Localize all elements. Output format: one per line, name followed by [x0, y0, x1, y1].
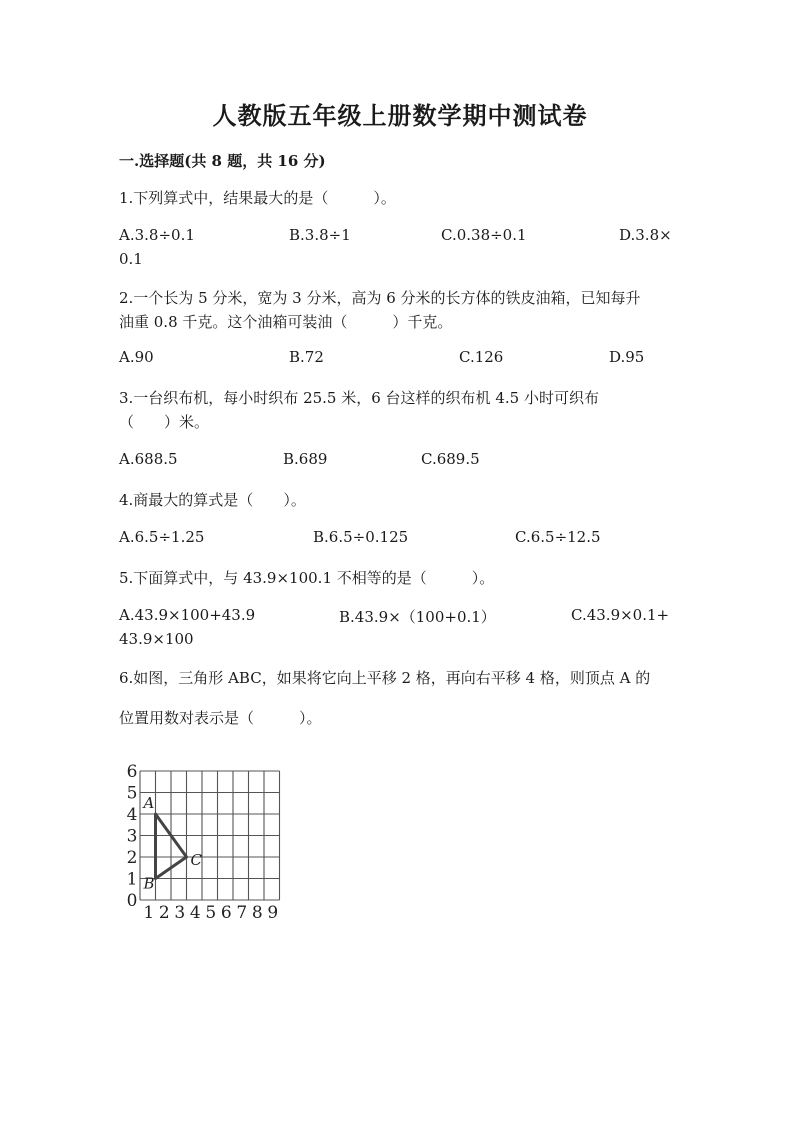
option-a: A.43.9×100+43.9	[119, 606, 256, 624]
x-axis-label: 7	[236, 903, 248, 923]
question-2-line-2: 油重 0.8 千克。这个油箱可装油（ ）千克。	[119, 313, 453, 331]
vertex-label: C	[190, 851, 202, 869]
option-c-continued: 43.9×100	[119, 630, 194, 648]
y-axis-label: 4	[126, 805, 138, 825]
y-axis-label: 2	[126, 848, 138, 868]
option-a: A.3.8÷0.1	[119, 226, 195, 244]
question-1: 1.下列算式中，结果最大的是（ ）。	[119, 189, 396, 207]
coordinate-grid-figure	[118, 758, 318, 928]
y-axis-label: 6	[126, 762, 138, 782]
y-axis-label: 0	[126, 891, 138, 911]
question-3-line-2: （ ）米。	[119, 413, 210, 431]
x-axis-label: 9	[267, 903, 279, 923]
option-c: C.689.5	[421, 450, 480, 468]
vertex-label: A	[143, 794, 155, 812]
section-heading: 一.选择题(共 8 题，共 16 分)	[119, 152, 326, 170]
option-d-continued: 0.1	[119, 250, 143, 268]
question-4: 4.商最大的算式是（ ）。	[119, 491, 306, 509]
question-6-line-2: 位置用数对表示是（ ）。	[119, 709, 322, 727]
question-2-options	[119, 348, 679, 372]
y-axis-label: 1	[126, 869, 138, 890]
option-a: A.688.5	[119, 450, 178, 468]
option-c: C.126	[459, 348, 504, 366]
question-2-line-1: 2.一个长为 5 分米，宽为 3 分米，高为 6 分米的长方体的铁皮油箱，已知每升	[119, 289, 641, 307]
question-3-line-1: 3.一台织布机，每小时织布 25.5 米，6 台这样的织布机 4.5 小时可织布	[119, 389, 599, 407]
option-d: D.3.8×	[619, 226, 672, 244]
question-5: 5.下面算式中，与 43.9×100.1 不相等的是（ ）。	[119, 569, 495, 587]
page-title: 人教版五年级上册数学期中测试卷	[212, 101, 588, 130]
question-1-options	[119, 226, 679, 250]
option-c: C.6.5÷12.5	[515, 528, 601, 546]
x-axis-label: 1	[143, 903, 155, 923]
option-c: C.43.9×0.1+	[571, 606, 670, 624]
x-axis-label: 2	[158, 903, 170, 923]
x-axis-label: 5	[205, 903, 217, 923]
question-4-options	[119, 528, 679, 552]
option-b: B.6.5÷0.125	[313, 528, 409, 546]
y-axis-label: 5	[126, 783, 138, 804]
option-b: B.689	[283, 450, 328, 468]
option-a: A.6.5÷1.25	[119, 528, 205, 546]
question-6-line-1: 6.如图，三角形 ABC，如果将它向上平移 2 格，再向右平移 4 格，则顶点 A 的	[119, 669, 651, 687]
x-axis-label: 3	[174, 903, 186, 923]
y-axis-label: 3	[126, 826, 138, 847]
option-b: B.72	[289, 348, 324, 366]
option-a: A.90	[119, 348, 154, 366]
option-d: D.95	[609, 348, 645, 366]
x-axis-label: 4	[189, 903, 201, 923]
vertex-label: B	[143, 874, 155, 893]
question-3-options	[119, 450, 679, 474]
x-axis-label: 6	[220, 903, 232, 923]
x-axis-label: 8	[251, 903, 263, 923]
option-b: B.43.9×（100+0.1）	[339, 608, 496, 626]
question-5-options	[119, 606, 679, 630]
option-b: B.3.8÷1	[289, 226, 351, 244]
option-c: C.0.38÷0.1	[441, 226, 527, 244]
